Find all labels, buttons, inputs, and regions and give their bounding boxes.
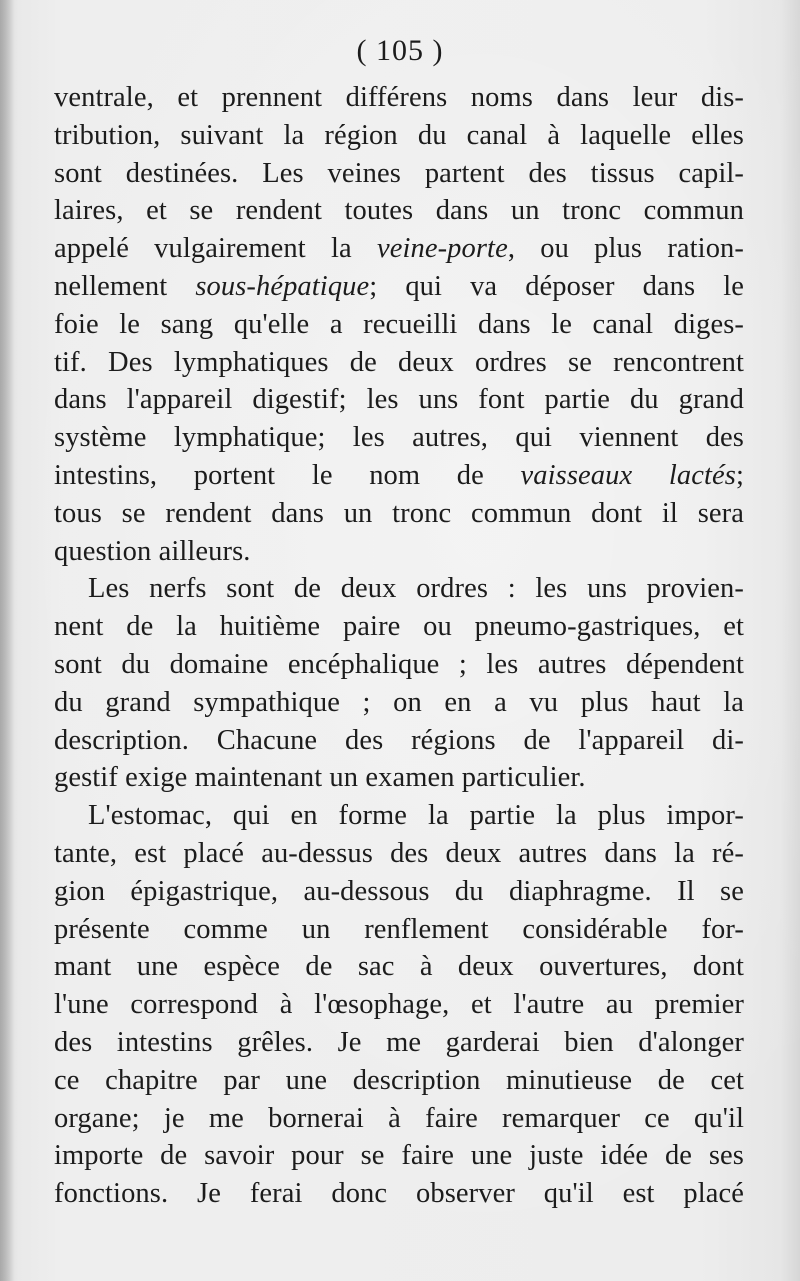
text-line bbox=[54, 273, 744, 302]
text-line bbox=[54, 913, 744, 945]
text-segment: ce chapitre par une description minutieuse de cet bbox=[54, 1064, 744, 1096]
text-segment: importe de savoir pour se faire une juste idée de ses bbox=[54, 1140, 744, 1172]
text-line bbox=[54, 197, 744, 226]
text-segment: des intestins grêles. Je me garderai bien d'alonger bbox=[54, 1027, 744, 1058]
text-line bbox=[54, 764, 744, 793]
text-line bbox=[54, 802, 744, 831]
text-line bbox=[54, 651, 744, 680]
italic-term: sous-hépatique bbox=[195, 271, 370, 302]
text-line bbox=[54, 157, 744, 189]
text-line bbox=[54, 613, 744, 642]
text-line bbox=[54, 346, 744, 378]
text-segment: tribution, suivant la région du canal à laquelle elles bbox=[54, 119, 744, 151]
text-segment: nent de la huitième paire ou pneumo-gastriques, et bbox=[54, 611, 744, 643]
text-segment: l'une correspond à l'œsophage, et l'autre au premier bbox=[54, 989, 744, 1021]
italic-term: veine-porte bbox=[376, 233, 508, 265]
text-line bbox=[54, 497, 744, 529]
text-line bbox=[54, 575, 744, 604]
text-line bbox=[54, 875, 744, 907]
text-line bbox=[54, 308, 744, 340]
text-line bbox=[54, 119, 744, 151]
text-segment: tif. Des lymphatiques de deux ordres se rencontrent bbox=[54, 346, 744, 378]
text-segment: présente comme un renflement considérable for- bbox=[54, 913, 744, 945]
text-segment: tante, est placé au-dessus des deux autres dans la ré- bbox=[54, 838, 744, 869]
text-segment: ; bbox=[735, 460, 744, 491]
text-segment: ; qui va déposer dans le bbox=[369, 271, 745, 302]
text-line bbox=[54, 424, 744, 453]
text-line bbox=[54, 1180, 744, 1209]
text-line bbox=[54, 462, 744, 491]
page-number-header: ( 105 ) bbox=[356, 34, 444, 67]
text-segment: intestins, portent le nom de bbox=[54, 460, 521, 491]
text-line bbox=[54, 84, 744, 113]
text-segment: appelé vulgairement la bbox=[54, 233, 377, 265]
text-segment: organe; je me bornerai à faire remarquer ce qu'il bbox=[54, 1102, 744, 1134]
text-segment: question ailleurs. bbox=[54, 535, 251, 567]
text-segment: laires, et se rendent toutes dans un tronc commun bbox=[54, 195, 744, 227]
text-line bbox=[54, 1064, 744, 1096]
text-line bbox=[54, 991, 744, 1020]
text-line bbox=[54, 724, 744, 756]
text-segment: système lymphatique; les autres, qui viennent des bbox=[54, 422, 744, 454]
text-segment: sont du domaine encéphalique ; les autres dépendent bbox=[54, 649, 744, 680]
text-segment: tous se rendent dans un tronc commun dont il sera bbox=[54, 497, 744, 529]
italic-term: vaisseaux lactés bbox=[520, 460, 736, 491]
text-segment: dans l'appareil digestif; les uns font partie du grand bbox=[54, 384, 744, 416]
text-line bbox=[54, 386, 744, 415]
text-segment: sont destinées. Les veines partent des tissus capil- bbox=[54, 157, 744, 189]
text-line bbox=[54, 535, 744, 567]
text-segment: L'estomac, qui en forme la partie la plus impor- bbox=[88, 800, 744, 832]
text-segment: gestif exige maintenant un examen particulier. bbox=[54, 762, 586, 794]
text-segment: ventrale, et prennent différens noms dans leur dis- bbox=[54, 82, 744, 113]
text-segment: , ou plus ration- bbox=[507, 233, 744, 265]
text-segment: gion épigastrique, au-dessous du diaphragme. Il se bbox=[54, 875, 744, 907]
text-segment: mant une espèce de sac à deux ouvertures, dont bbox=[54, 951, 744, 983]
text-line bbox=[54, 235, 744, 264]
text-line bbox=[54, 840, 744, 869]
text-line bbox=[54, 1142, 744, 1171]
text-segment: nellement bbox=[54, 271, 196, 302]
text-line bbox=[54, 1102, 744, 1134]
text-line bbox=[54, 686, 744, 718]
text-line bbox=[54, 953, 744, 982]
text-segment: Les nerfs sont de deux ordres : les uns provien- bbox=[88, 573, 744, 605]
text-segment: description. Chacune des régions de l'appareil di- bbox=[54, 724, 744, 756]
text-segment: fonctions. Je ferai donc observer qu'il est placé bbox=[54, 1178, 744, 1210]
text-segment: du grand sympathique ; on en a vu plus haut la bbox=[54, 686, 744, 718]
text-line bbox=[54, 1029, 744, 1058]
text-segment: foie le sang qu'elle a recueilli dans le canal diges- bbox=[54, 308, 744, 340]
